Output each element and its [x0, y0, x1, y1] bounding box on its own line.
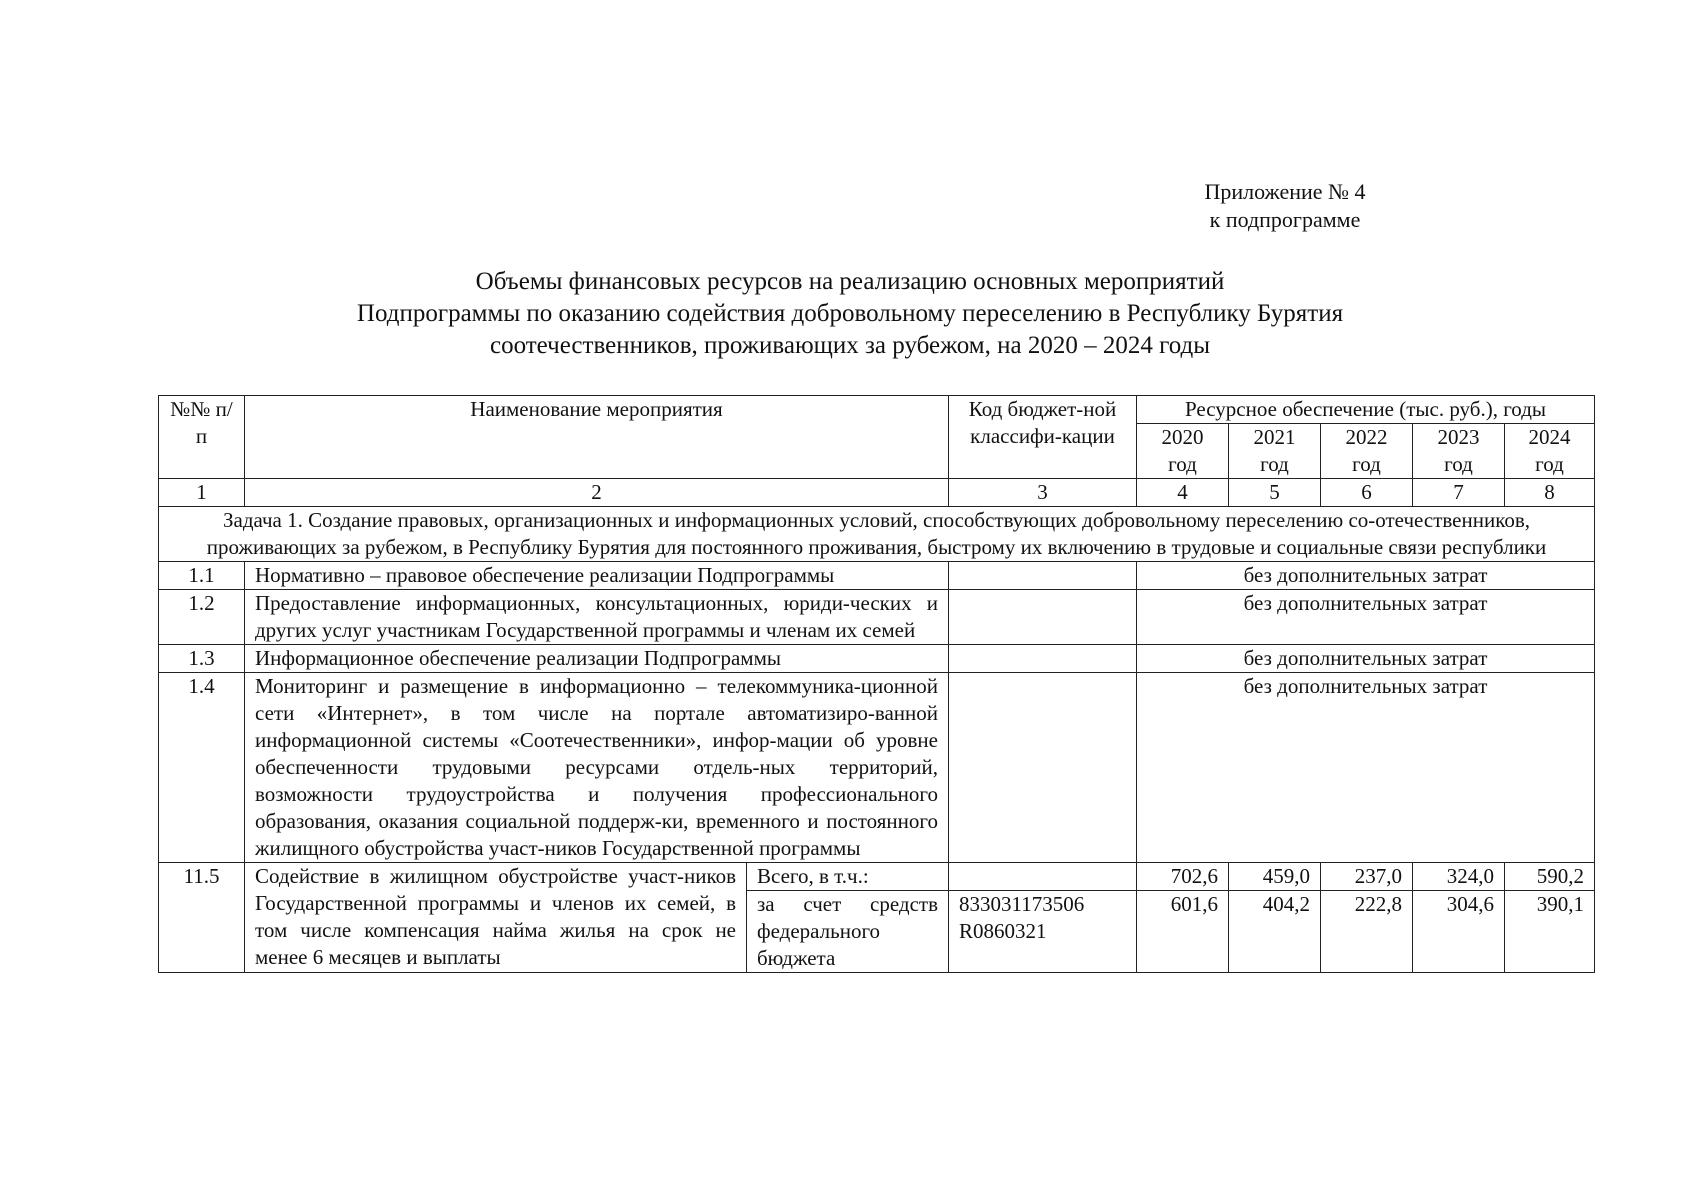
col-number: 7 — [1413, 479, 1505, 507]
col-number: 3 — [949, 479, 1137, 507]
value-2023-federal: 304,6 — [1413, 891, 1505, 973]
value-2020-federal: 601,6 — [1137, 891, 1229, 973]
row-code — [949, 562, 1137, 590]
row-num: 1.4 — [159, 673, 245, 863]
value-2022-federal: 222,8 — [1321, 891, 1413, 973]
row-note: без дополнительных затрат — [1137, 645, 1595, 673]
header-name: Наименование мероприятия — [245, 396, 949, 479]
row-num: 1.1 — [159, 562, 245, 590]
header-year-2020: 2020 год — [1137, 424, 1229, 479]
value-2024-total: 590,2 — [1505, 863, 1595, 891]
row-code — [949, 590, 1137, 645]
row-num: 1.2 — [159, 590, 245, 645]
appendix-target: к подпрограмме — [1209, 207, 1361, 232]
header-year-2021: 2021 год — [1229, 424, 1321, 479]
row-num: 1.3 — [159, 645, 245, 673]
col-number: 1 — [159, 479, 245, 507]
task-1-heading: Задача 1. Создание правовых, организационных и информационных условий, способствующих добровольному переселению со-отечественников, проживающих за рубежом, в Республику Бурятия для постоянного проживания, быстрому их включению в трудовые и социальные связи республики — [159, 507, 1595, 562]
appendix-note — [1165, 178, 1405, 234]
title-line-1: Объемы финансовых ресурсов на реализацию основных мероприятий — [475, 268, 1225, 295]
value-2021-federal: 404,2 — [1229, 891, 1321, 973]
header-year-2022: 2022 год — [1321, 424, 1413, 479]
title-line-3: соотечественников, проживающих за рубежом, на 2020 – 2024 годы — [489, 332, 1211, 359]
table-row — [159, 562, 1595, 590]
header-year-2024: 2024 год — [1505, 424, 1595, 479]
table-row — [159, 645, 1595, 673]
col-number: 8 — [1505, 479, 1595, 507]
subrow-label-federal: за счет средств федерального бюджета — [747, 891, 949, 973]
subrow-label-total: Всего, в т.ч.: — [747, 863, 949, 891]
row-name: Предоставление информационных, консультационных, юриди-ческих и других услуг участникам Государственной программы и членам их семей — [245, 590, 949, 645]
appendix-number: Приложение № 4 — [1204, 179, 1366, 204]
header-num: №№ п/п — [159, 396, 245, 479]
col-number: 6 — [1321, 479, 1413, 507]
value-2023-total: 324,0 — [1413, 863, 1505, 891]
header-code: Код бюджет-ной классифи-кации — [949, 396, 1137, 479]
col-number: 2 — [245, 479, 949, 507]
table-row — [159, 673, 1595, 863]
document-title — [160, 266, 1540, 362]
header-year-2023: 2023 год — [1413, 424, 1505, 479]
row-num: 11.5 — [159, 863, 245, 973]
financing-table — [158, 395, 1595, 973]
table-row — [159, 863, 1595, 891]
value-2024-federal: 390,1 — [1505, 891, 1595, 973]
value-2021-total: 459,0 — [1229, 863, 1321, 891]
title-line-2: Подпрограммы по оказанию содействия добровольному переселению в Республику Бурятия — [356, 300, 1344, 327]
row-name: Информационное обеспечение реализации Подпрограммы — [245, 645, 949, 673]
value-2022-total: 237,0 — [1321, 863, 1413, 891]
col-number: 4 — [1137, 479, 1229, 507]
row-name: Нормативно – правовое обеспечение реализации Подпрограммы — [245, 562, 949, 590]
header-resources: Ресурсное обеспечение (тыс. руб.), годы — [1137, 396, 1595, 424]
row-code — [949, 645, 1137, 673]
row-name: Мониторинг и размещение в информационно – телекоммуника-ционной сети «Интернет», в том числе на портале автоматизиро-ванной информационной системы «Соотечественники», инфор-мации об уровне обеспеченности трудовыми ресурсами отдель-ных территорий, возможности трудоустройства и получения профессионального образования, оказания социальной поддерж-ки, временного и постоянного жилищного обустройства участ-ников Государственной программы — [245, 673, 949, 863]
row-note: без дополнительных затрат — [1137, 590, 1595, 645]
value-2020-total: 702,6 — [1137, 863, 1229, 891]
row-name: Содействие в жилищном обустройстве участ-ников Государственной программы и членов их семей, в том числе компенсация найма жилья на срок не менее 6 месяцев и выплаты — [245, 863, 747, 973]
row-note: без дополнительных затрат — [1137, 562, 1595, 590]
row-code — [949, 673, 1137, 863]
col-number: 5 — [1229, 479, 1321, 507]
table-row — [159, 590, 1595, 645]
column-number-row — [159, 479, 1595, 507]
row-note: без дополнительных затрат — [1137, 673, 1595, 863]
subrow-code-federal: 833031173506 R0860321 — [949, 891, 1137, 973]
subrow-code-total — [949, 863, 1137, 891]
